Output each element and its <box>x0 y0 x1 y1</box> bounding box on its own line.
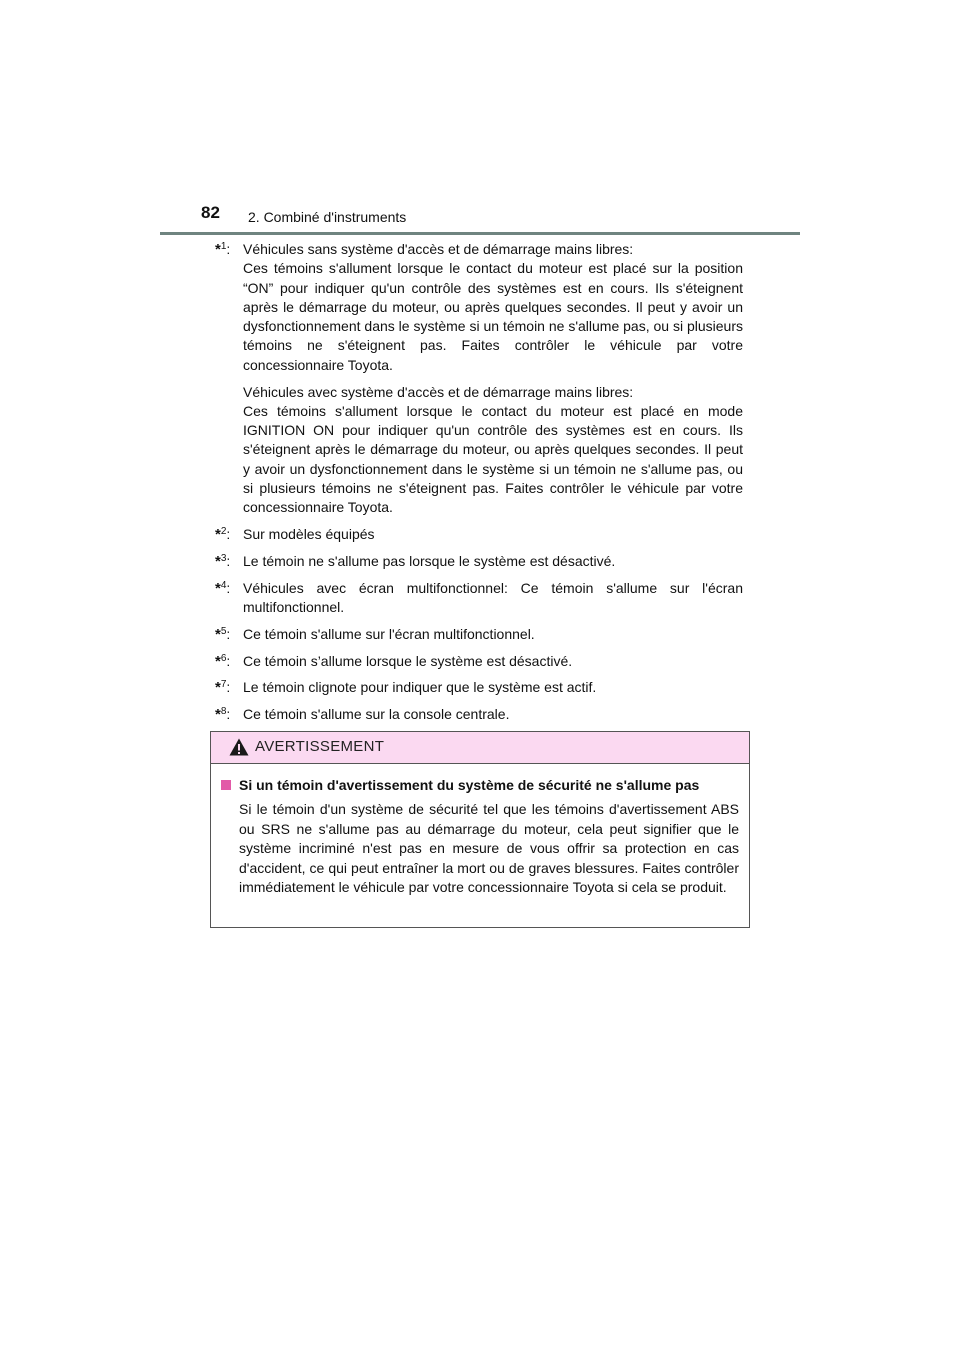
square-bullet-icon <box>221 780 231 790</box>
footnote-asterisk: * <box>215 652 221 670</box>
footnote-asterisk: * <box>215 526 221 544</box>
footnote-paragraph: Le témoin clignote pour indiquer que le système est actif. <box>243 679 597 696</box>
footnote-marker <box>215 240 245 259</box>
footnote-item <box>215 705 743 724</box>
footnote-number: 7 <box>220 679 227 691</box>
footnote-item <box>215 678 743 697</box>
footnote-number: 3 <box>220 552 227 564</box>
footnote-separator: : <box>226 579 231 596</box>
warning-text: Si le témoin d'un système de sécurité tel que les témoins d'avertissement ABS ou SRS ne s'allume pas au démarrage du moteur, cela peut signifier que le système incriminé n'est pas en mesure de vous offrir sa protection en cas d'accident, ce qui peut entraîner la mort ou de graves blessures. Faites contrôler immédiatement le véhicule par votre concessionnaire Toyota si cela se produit. <box>239 801 739 896</box>
footnote-item <box>215 240 743 518</box>
page-number: 82 <box>201 203 220 222</box>
footnote-item <box>215 552 743 571</box>
footnote-separator: : <box>226 526 231 543</box>
footnote-marker <box>215 678 245 697</box>
footnote-asterisk: * <box>215 625 221 643</box>
footnote-asterisk: * <box>215 579 221 597</box>
warning-title: AVERTISSEMENT <box>255 738 385 755</box>
warning-header <box>211 732 749 764</box>
footnote-paragraph: Véhicules sans système d'accès et de démarrage mains libres: Ces témoins s'allument lorsque le contact du moteur est placé sur la position “ON” pour indiquer qu'un contrôle des systèmes est en cours. Ils s'éteignent après le démarrage du moteur, ou après quelques secondes. Il peut y avoir un dysfonctionnement dans le système si un témoin ne s'allume pas, ou si plusieurs témoins ne s'éteignent pas. Faites contrôler le véhicule par votre concessionnaire Toyota. <box>243 241 743 373</box>
chapter-title: 2. Combiné d'instruments <box>248 209 407 225</box>
footnote-number: 4 <box>220 579 227 591</box>
footnote-number: 5 <box>220 625 227 637</box>
footnote-asterisk: * <box>215 706 221 724</box>
footnote-marker <box>215 705 245 724</box>
warning-heading-text: Si un témoin d'avertissement du système de sécurité ne s'allume pas <box>239 777 700 793</box>
footnote-separator: : <box>226 706 231 723</box>
footnote-item <box>215 625 743 644</box>
warning-box <box>210 731 750 928</box>
footnote-marker <box>215 525 245 544</box>
footnote-number: 8 <box>220 706 227 718</box>
footnote-paragraph: Ce témoin s'allume sur la console centrale. <box>243 706 510 723</box>
footnote-item <box>215 579 743 618</box>
footnote-marker <box>215 652 245 671</box>
footnote-asterisk: * <box>215 679 221 697</box>
footnote-asterisk: * <box>215 552 221 570</box>
footnote-marker <box>215 625 245 644</box>
footnote-separator: : <box>226 625 231 642</box>
footnote-separator: : <box>226 679 231 696</box>
footnote-separator: : <box>226 241 231 257</box>
footnote-separator: : <box>226 652 231 669</box>
footnote-number: 2 <box>220 526 227 538</box>
footnote-paragraph: Le témoin ne s'allume pas lorsque le système est désactivé. <box>243 552 616 569</box>
footnote-paragraph: Véhicules avec système d'accès et de démarrage mains libres: Ces témoins s'allument lorsque le contact du moteur est placé en mode IGNITION ON pour indiquer qu'un contrôle des systèmes est en cours. Ils s'éteignent après le démarrage du moteur, ou après quelques secondes. Il peut y avoir un dysfonctionnement dans le système si un témoin ne s'allume pas, ou si plusieurs témoins ne s'éteignent pas. Faites contrôler le véhicule par votre concessionnaire Toyota. <box>243 383 743 516</box>
footnote-paragraph: Véhicules avec écran multifonctionnel: Ce témoin s'allume sur l'écran multifonctionnel. <box>243 579 743 616</box>
footnote-paragraph: Sur modèles équipés <box>243 526 375 543</box>
footnote-number: 1 <box>220 241 227 252</box>
footnote-marker <box>215 579 245 598</box>
warning-heading <box>221 776 739 795</box>
footnote-paragraph: Ce témoin s’allume lorsque le système est désactivé. <box>243 652 573 669</box>
warning-body <box>211 764 749 897</box>
warning-triangle-icon <box>229 738 249 756</box>
footnote-paragraph: Ce témoin s'allume sur l'écran multifonctionnel. <box>243 625 535 642</box>
footnote-separator: : <box>226 552 231 569</box>
footnote-asterisk: * <box>215 241 221 258</box>
footnotes-list <box>215 240 743 732</box>
footnote-item <box>215 525 743 544</box>
footnote-item <box>215 652 743 671</box>
footnote-number: 6 <box>220 652 227 664</box>
footnote-marker <box>215 552 245 571</box>
header-rule <box>160 232 800 235</box>
